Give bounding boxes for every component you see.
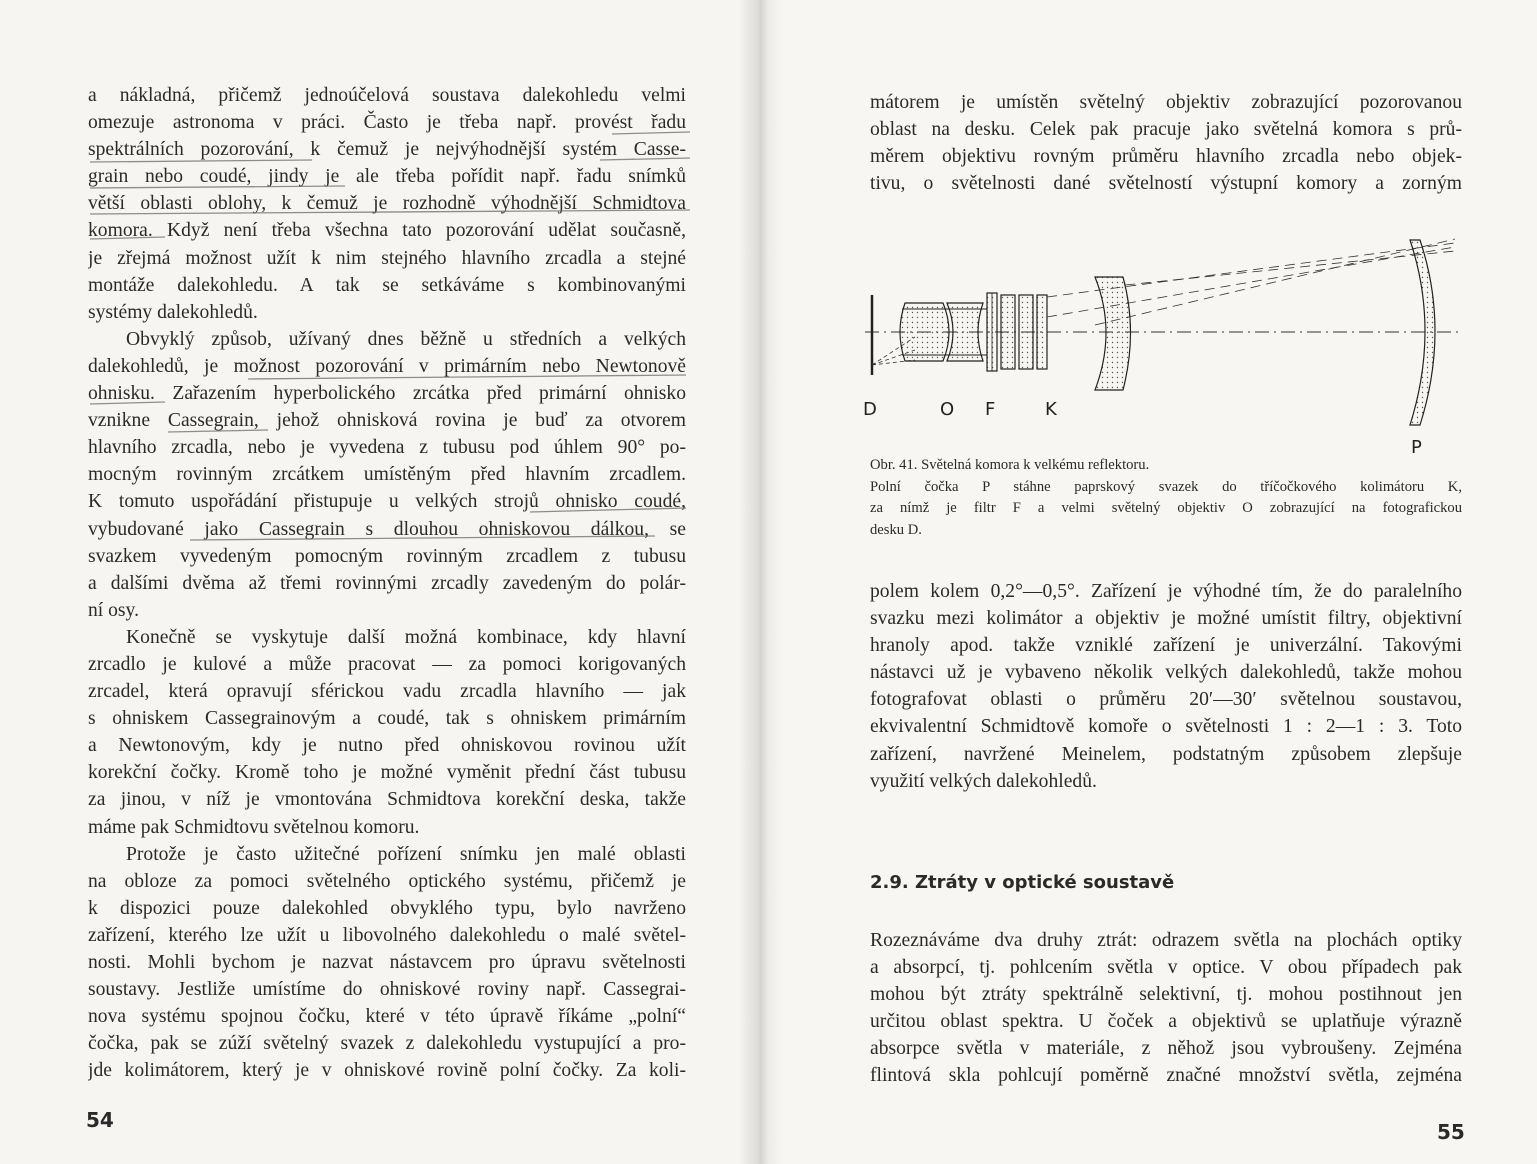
label-d: D: [863, 399, 877, 420]
page-number-right: 55: [1437, 1120, 1465, 1144]
text-line: jde kolimátorem, který je v ohniskové rovině polní čočky. Za koli-: [88, 1060, 686, 1082]
caption-line: Obr. 41. Světelná komora k velkému reflektoru.: [870, 457, 1150, 473]
label-f: F: [985, 399, 996, 420]
text-line: máme pak Schmidtovu světelnou komoru.: [88, 816, 420, 838]
text-line: Obvyklý způsob, užívaný dnes běžně u středních a velkých: [126, 328, 686, 350]
text-line: grain nebo coudé, jindy je ale třeba pořídit např. řadu snímků: [88, 166, 686, 188]
section-heading: 2.9. Ztráty v optické soustavě: [870, 872, 1175, 893]
figure-caption: [870, 455, 1462, 541]
text-line: zařízení, navržené Meinelem, podstatným způsobem zlepšuje: [870, 743, 1462, 765]
text-line: a absorpcí, tj. pohlcením světla v optice. V obou případech pak: [870, 957, 1462, 979]
optical-diagram: [855, 225, 1470, 455]
right-page-body: [870, 578, 1462, 795]
text-line: s ohniskem Cassegrainovým a coudé, tak s ohniskem primárním: [88, 708, 686, 730]
text-line: tivu, o světelnosti dané světelností výstupní komory a zorným: [870, 173, 1462, 195]
text-line: Protože je často užitečné pořízení snímku jen malé oblasti: [126, 843, 686, 865]
pencil-annotations: [0, 0, 760, 1164]
text-line: soustavy. Jestliže umístíme do ohniskové roviny např. Cassegrai-: [88, 979, 686, 1001]
text-line: k dispozici pouze dalekohled obvyklého typu, bylo navrženo: [88, 897, 686, 919]
text-line: zařízení, kterého lze užít u libovolného dalekohledu o malé světel-: [88, 924, 686, 946]
meniscus-lens: [1095, 277, 1131, 390]
text-line: větší oblasti oblohy, k čemuž je rozhodně výhodnější Schmidtova: [88, 193, 686, 215]
text-line: ní osy.: [88, 599, 139, 621]
text-line: je zřejmá možnost užít k nim stejného hlavního zrcadla a stejné: [88, 247, 686, 269]
text-line: za jinou, v níž je vmontována Schmidtova korekční deska, takže: [88, 789, 686, 811]
text-line: nova systému spojnou čočku, které v této úpravě říkáme „polní“: [88, 1006, 686, 1028]
text-line: zrcadlo je kulové a může pracovat — za pomoci korigovaných: [88, 653, 686, 675]
text-line: dalekohledů, je možnost pozorování v primárním nebo Newtonově: [88, 355, 686, 377]
text-line: fotografovat oblasti o průměru 20′—30′ světelnou soustavou,: [870, 689, 1462, 711]
text-line: polem kolem 0,2°—0,5°. Zařízení je výhodné tím, že do paralelního: [870, 581, 1462, 602]
text-line: a Newtonovým, kdy je nutno před ohniskovou rovinou užít: [88, 735, 686, 757]
text-line: oblast na desku. Celek pak pracuje jako světelná komora s prů-: [870, 119, 1462, 141]
text-line: absorpce světla v materiále, z něhož jsou vybroušeny. Zejména: [870, 1038, 1462, 1060]
text-line: ohnisku. Zařazením hyperbolického zrcátka před primární ohnisko: [88, 383, 686, 405]
text-line: svazku mezi kolimátor a objektiv je možné umístit filtry, objektivní: [870, 608, 1462, 630]
text-line: ekvivalentní Schmidtově komoře o světelnosti 1 : 2—1 : 3. Toto: [870, 716, 1462, 738]
text-line: měrem objektivu rovným průměru hlavního zrcadla nebo objek-: [870, 146, 1462, 168]
label-o: O: [940, 399, 955, 420]
text-line: určitou oblast spektra. U čoček a objektivů se uplatňuje výrazně: [870, 1011, 1462, 1033]
text-line: svazkem vyvedeným pomocným rovinným zrcadlem z tubusu: [88, 545, 686, 567]
text-line: mohou být ztráty spektrálně selektivní, tj. mohou postihnout jen: [870, 984, 1462, 1006]
text-line: korekční čočky. Kromě toho je možné vyměnit přední část tubusu: [88, 762, 686, 784]
text-line: montáže dalekohledu. A tak se setkáváme s kombinovanými: [88, 274, 686, 296]
objective-o: [900, 303, 987, 361]
right-page-section-body: [870, 927, 1462, 1090]
text-line: mocným rovinným zrcátkem umístěným před hlavním zrcadlem.: [88, 464, 686, 486]
text-line: Konečně se vyskytuje další možná kombinace, kdy hlavní: [126, 626, 686, 648]
text-line: čočka, pak se zúží světelný svazek z dalekohledu vystupující a pro-: [88, 1033, 686, 1055]
text-line: nástavci už je vybaveno několik velkých dalekohledů, takže mohou: [870, 662, 1462, 684]
text-line: spektrálních pozorování, k čemuž je nejvýhodnější systém Casse-: [88, 139, 686, 161]
filter-f: [987, 293, 997, 371]
text-line: systémy dalekohledů.: [88, 301, 258, 323]
caption-line: desku D.: [870, 521, 922, 538]
text-line: Rozeznáváme dva druhy ztrát: odrazem světla na plochách optiky: [870, 930, 1462, 951]
text-line: hlavního zrcadla, nebo je vyvedena z tubusu pod úhlem 90° po-: [88, 437, 686, 459]
caption-line: za nímž je filtr F a velmi světelný objektiv O zobrazující na fotografickou: [870, 500, 1462, 516]
text-line: omezuje astronoma v práci. Často je třeba např. provést řadu: [88, 112, 686, 134]
text-line: na obloze za pomoci světelného optického systému, přičemž je: [88, 870, 686, 892]
label-p: P: [1411, 437, 1422, 455]
collimator-k: [1001, 295, 1047, 369]
right-page-intro: [870, 89, 1462, 197]
text-line: zrcadel, která opravují sférickou vadu zrcadla hlavního — jak: [88, 681, 686, 703]
page-number-left: 54: [86, 1108, 114, 1132]
text-line: hranoly apod. takže vzniklé zařízení je univerzální. Takovými: [870, 635, 1462, 657]
text-line: komora. Když není třeba všechna tato pozorování udělat současně,: [88, 220, 686, 242]
text-line: mátorem je umístěn světelný objektiv zobrazující pozorovanou: [870, 92, 1462, 113]
caption-line: Polní čočka P stáhne paprskový svazek do tříčočkového kolimátoru K,: [870, 478, 1462, 495]
text-line: nosti. Mohli bychom je nazvat nástavcem pro úpravu světelnosti: [88, 952, 686, 973]
text-line: flintová skla pohlcují poměrně značné množství světla, zejména: [870, 1065, 1462, 1087]
text-line: vybudované jako Cassegrain s dlouhou ohniskovou dálkou, se: [88, 518, 686, 540]
label-k: K: [1045, 399, 1057, 420]
text-line: vznikne Cassegrain, jehož ohnisková rovina je buď za otvorem: [88, 410, 686, 432]
text-line: a nákladná, přičemž jednoúčelová soustava dalekohledu velmi: [88, 85, 686, 106]
text-line: a dalšími dvěma až třemi rovinnými zrcadly zavedeným do polár-: [88, 572, 686, 594]
text-line: K tomuto uspořádání přistupuje u velkých strojů ohnisko coudé,: [88, 491, 686, 513]
text-line: využití velkých dalekohledů.: [870, 770, 1097, 792]
